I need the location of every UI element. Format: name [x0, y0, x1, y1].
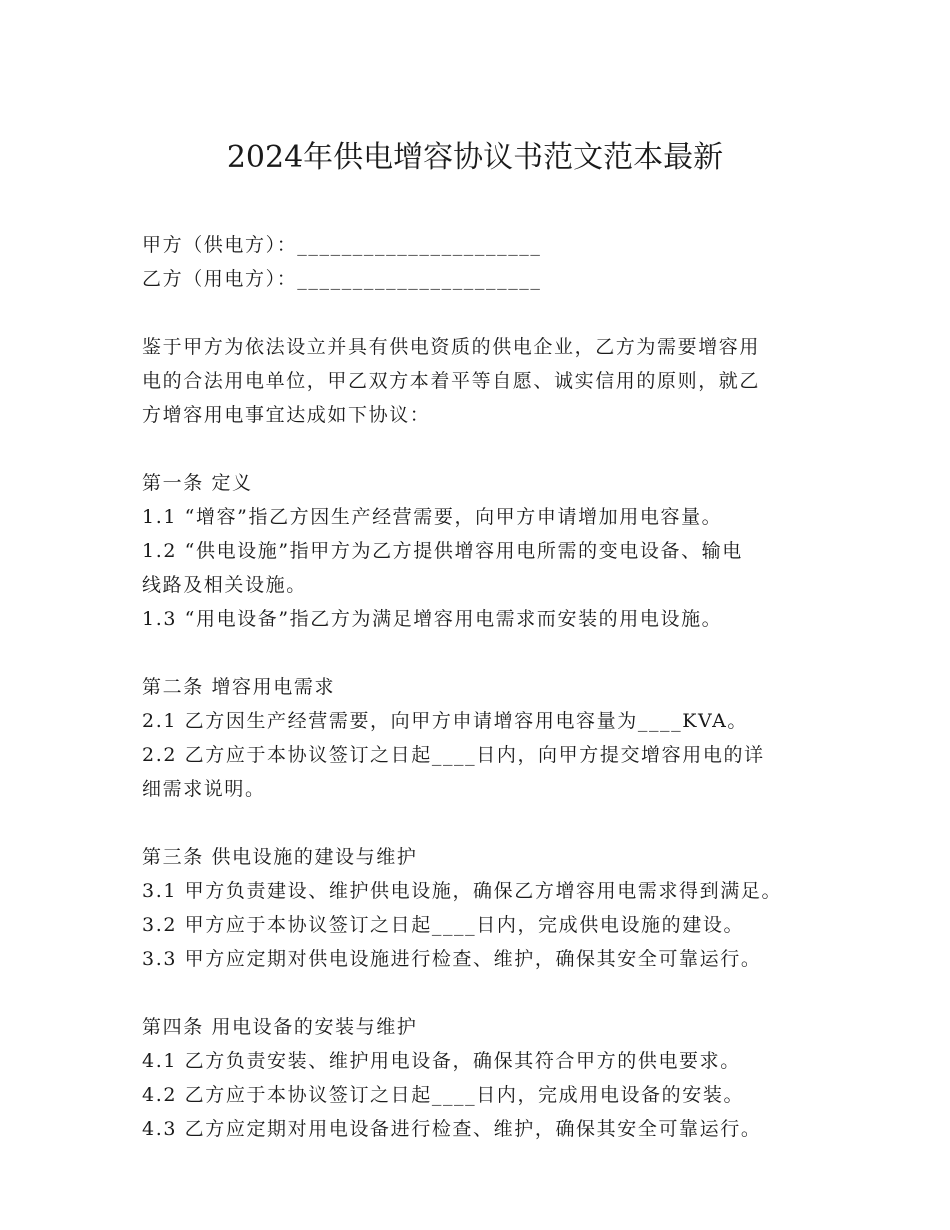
clause-line: 3.3 甲方应定期对供电设施进行检查、维护，确保其安全可靠运行。 [142, 948, 762, 970]
clause-line: 3.1 甲方负责建设、维护供电设施，确保乙方增容用电需求得到满足。 [142, 880, 783, 902]
spacer [142, 806, 842, 840]
clause-line: 2.1 乙方因生产经营需要，向甲方申请增容用电容量为____KVA。 [142, 710, 749, 732]
clause-line: 细需求说明。 [142, 778, 266, 800]
intro-line: 电的合法用电单位，甲乙双方本着平等自愿、诚实信用的原则，就乙 [142, 370, 761, 392]
document-title: 2024年供电增容协议书范文范本最新 [226, 140, 724, 175]
section-equipment-installation [142, 1010, 842, 1146]
intro-paragraph [142, 330, 842, 432]
clause-line: 4.2 乙方应于本协议签订之日起____日内，完成用电设备的安装。 [142, 1084, 745, 1106]
clause-line: 线路及相关设施。 [142, 574, 307, 596]
section-capacity-demand [142, 670, 842, 806]
spacer [142, 296, 842, 330]
clause-line: 2.2 乙方应于本协议签订之日起____日内，向甲方提交增容用电的详 [142, 744, 765, 766]
intro-line: 鉴于甲方为依法设立并具有供电资质的供电企业，乙方为需要增容用 [142, 336, 761, 358]
clause-line: 3.2 甲方应于本协议签订之日起____日内，完成供电设施的建设。 [142, 914, 745, 936]
section-supply-facilities [142, 840, 842, 976]
section-heading: 第三条 供电设施的建设与维护 [142, 846, 418, 868]
section-definitions [142, 466, 842, 636]
clause-line: 1.3 “用电设备”指乙方为满足增容用电需求而安装的用电设施。 [142, 608, 723, 630]
spacer [142, 976, 842, 1010]
document-body [142, 228, 842, 1146]
section-heading: 第一条 定义 [142, 472, 253, 494]
clause-line: 1.2 “供电设施”指甲方为乙方提供增容用电所需的变电设备、输电 [142, 540, 743, 562]
clause-line: 4.3 乙方应定期对用电设备进行检查、维护，确保其安全可靠运行。 [142, 1118, 762, 1140]
party-a-line: 甲方（供电方）：______________________ [142, 234, 542, 256]
spacer [142, 432, 842, 466]
clause-line: 4.1 乙方负责安装、维护用电设备，确保其符合甲方的供电要求。 [142, 1050, 741, 1072]
spacer [142, 636, 842, 670]
clause-line: 1.1 “增容”指乙方因生产经营需要，向甲方申请增加用电容量。 [142, 506, 723, 528]
party-b-line: 乙方（用电方）：______________________ [142, 268, 542, 290]
intro-line: 方增容用电事宜达成如下协议： [142, 404, 431, 426]
section-heading: 第二条 增容用电需求 [142, 676, 336, 698]
section-heading: 第四条 用电设备的安装与维护 [142, 1016, 418, 1038]
